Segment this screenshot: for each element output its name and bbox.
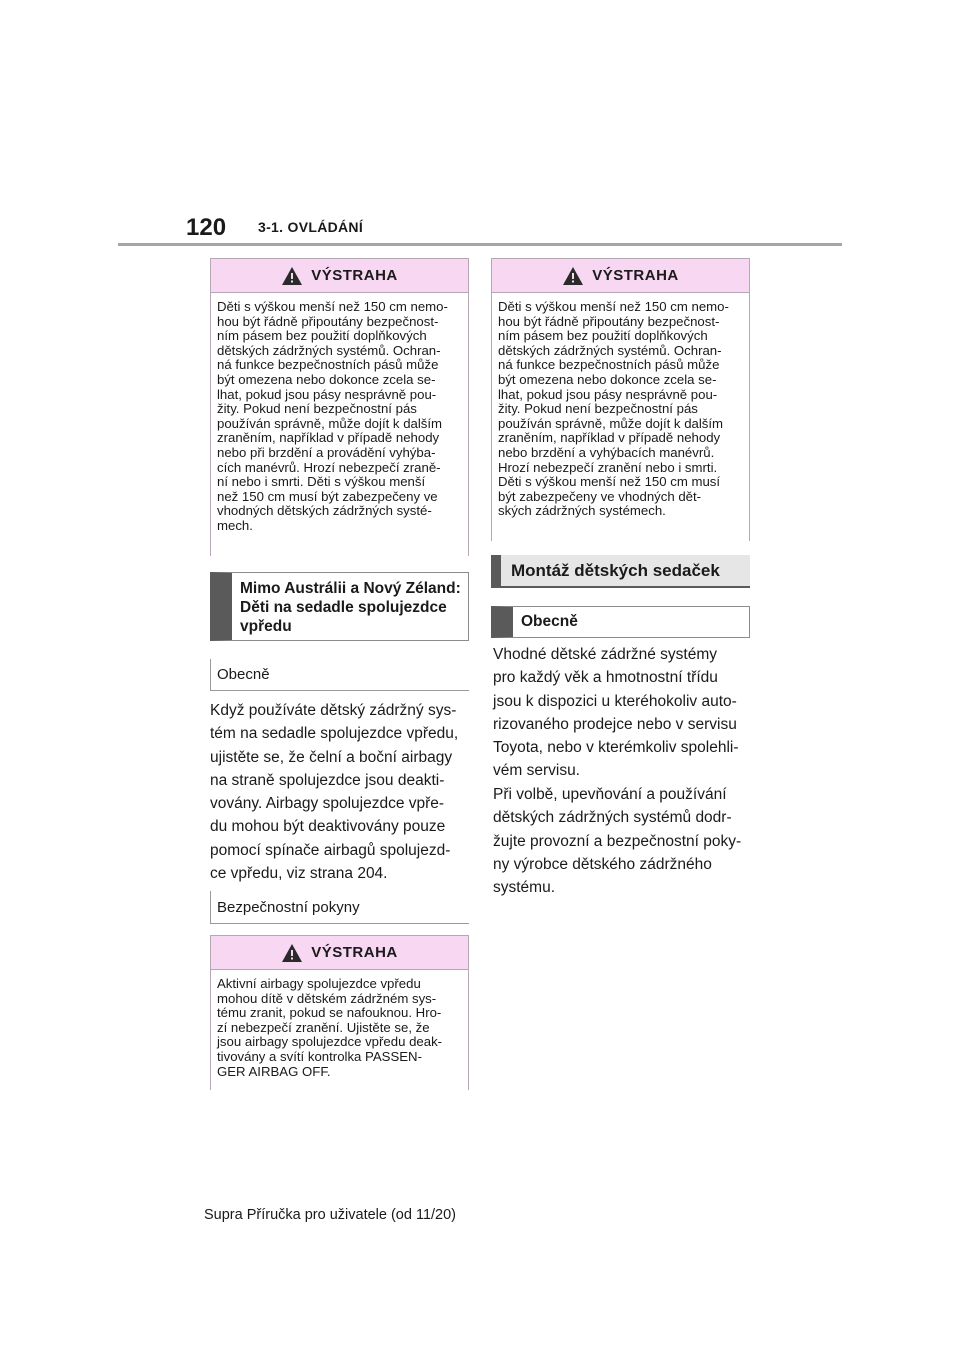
text-line: ce vpředu, viz strana 204. bbox=[210, 865, 388, 883]
text-line: GER AIRBAG OFF. bbox=[217, 1063, 331, 1079]
text-line: lhat, pokud jsou pásy nesprávně pou- bbox=[498, 386, 718, 402]
text-line: žity. Pokud není bezpečnostní pás bbox=[217, 401, 417, 417]
text-line: dětských zádržných systémů. Ochran- bbox=[498, 342, 722, 358]
text-line: Vhodné dětské zádržné systémy bbox=[493, 646, 718, 663]
text-line: Děti s výškou menší než 150 cm nemo- bbox=[217, 299, 448, 314]
text-line: používán správně, může dojít k dalším bbox=[498, 415, 724, 431]
text-line: ských zádržných systémech. bbox=[498, 503, 666, 519]
text-line: lhat, pokud jsou pásy nesprávně pou- bbox=[217, 386, 437, 402]
text-line: nebo brzdění a vyhýbacích manévrů. bbox=[498, 444, 715, 460]
main-heading-child-seats: Montáž dětských sedaček bbox=[491, 555, 750, 588]
header-divider bbox=[118, 243, 842, 246]
warning-box-seatbelt bbox=[210, 258, 469, 556]
warning-text bbox=[492, 293, 749, 548]
text-line: dětských zádržných systémů dodr- bbox=[493, 809, 732, 827]
text-line: pro každý věk a hmotnostní třídu bbox=[493, 669, 718, 687]
text-line: vpředu bbox=[240, 618, 292, 635]
warning-box-airbag bbox=[210, 935, 469, 1090]
paragraph-airbag-deactivation bbox=[210, 699, 472, 885]
text-line: ním pásem bez použití doplňkových bbox=[498, 328, 708, 344]
warning-title: VÝSTRAHA bbox=[311, 944, 398, 961]
warning-title: VÝSTRAHA bbox=[311, 267, 398, 284]
text-line: jsou airbagy spolujezdce vpředu deak- bbox=[217, 1034, 443, 1050]
section-heading-front-passenger bbox=[210, 572, 469, 641]
text-line: Děti s výškou menší než 150 cm musí bbox=[498, 474, 721, 490]
text-line: tivovány a svítí kontrolka PASSEN- bbox=[217, 1048, 422, 1064]
text-line: být omezena nebo dokonce zcela se- bbox=[217, 371, 436, 387]
text-line: Děti na sedadle spolujezdce bbox=[240, 599, 447, 616]
text-line: rizovaného prodejce nebo v servisu bbox=[493, 715, 737, 733]
text-line: mech. bbox=[217, 517, 253, 533]
text-line: Toyota, nebo v kterémkoliv spolehli- bbox=[493, 739, 739, 757]
warning-box-seatbelt-right bbox=[491, 258, 750, 541]
text-line: žity. Pokud není bezpečnostní pás bbox=[498, 401, 698, 417]
text-line: žujte provozní a bezpečnostní poky- bbox=[493, 832, 742, 850]
text-line: ujistěte se, že čelní a boční airbagy bbox=[210, 748, 453, 766]
text-line: zraněním, například v případě nehody bbox=[217, 430, 440, 446]
warning-text bbox=[211, 970, 468, 1097]
text-line: cích manévrů. Hrozí nebezpečí zraně- bbox=[217, 459, 441, 475]
chapter-title: 3-1. OVLÁDÁNÍ bbox=[258, 219, 364, 235]
paragraph-manufacturer-instructions bbox=[493, 783, 755, 899]
text-line: na straně spolujezdce jsou deakti- bbox=[210, 771, 445, 789]
text-line: ny výrobce dětského zádržného bbox=[493, 855, 712, 873]
sub-heading-general: Obecně bbox=[491, 606, 750, 638]
text-line: Když používáte dětský zádržný sys- bbox=[210, 702, 457, 719]
footer-manual-title: Supra Příručka pro uživatele (od 11/20) bbox=[204, 1207, 457, 1223]
text-line: ná funkce bezpečnostních pásů může bbox=[217, 357, 439, 373]
text-line: ná funkce bezpečnostních pásů může bbox=[498, 357, 720, 373]
text-line: být omezena nebo dokonce zcela se- bbox=[498, 371, 717, 387]
warning-triangle-icon bbox=[562, 266, 584, 286]
label-general: Obecně bbox=[210, 659, 469, 691]
text-line: být zabezpečeny ve vhodných dět- bbox=[498, 488, 702, 504]
text-line: zraněním, například v případě nehody bbox=[498, 430, 721, 446]
warning-text bbox=[211, 293, 468, 563]
text-line: systému. bbox=[493, 879, 556, 897]
text-line: du mohou být deaktivovány pouze bbox=[210, 818, 446, 836]
text-line: Aktivní airbagy spolujezdce vpředu bbox=[217, 976, 421, 991]
label-safety-instructions: Bezpečnostní pokyny bbox=[210, 891, 469, 924]
paragraph-availability bbox=[493, 643, 755, 783]
text-line: nebo při brzdění a provádění vyhýba- bbox=[217, 444, 436, 460]
warning-triangle-icon bbox=[281, 266, 303, 286]
text-line: Při volbě, upevňování a používání bbox=[493, 786, 727, 803]
text-line: dětských zádržných systémů. Ochran- bbox=[217, 342, 441, 358]
text-line: vém servisu. bbox=[493, 762, 580, 780]
text-line: pomocí spínače airbagů spolujezd- bbox=[210, 841, 451, 859]
warning-header bbox=[211, 259, 468, 293]
warning-title: VÝSTRAHA bbox=[592, 267, 679, 284]
text-line: Hrozí nebezpečí zranění nebo i smrti. bbox=[498, 459, 718, 475]
text-line: vovány. Airbagy spolujezdce vpře- bbox=[210, 795, 445, 813]
text-line: jsou k dispozici u kteréhokoliv auto- bbox=[493, 692, 737, 710]
text-line: než 150 cm musí být zabezpečeny ve bbox=[217, 488, 438, 504]
text-line: Děti s výškou menší než 150 cm nemo- bbox=[498, 299, 729, 314]
warning-header bbox=[211, 936, 468, 970]
text-line: hou být řádně připoutány bezpečnost- bbox=[498, 313, 720, 329]
text-line: tém na sedadle spolujezdce vpředu, bbox=[210, 725, 459, 743]
text-line: ní nebo i smrti. Děti s výškou menší bbox=[217, 474, 426, 490]
text-line: tému zranit, pokud se nafouknou. Hro- bbox=[217, 1005, 442, 1021]
text-line: ním pásem bez použití doplňkových bbox=[217, 328, 427, 344]
text-line: používán správně, může dojít k dalším bbox=[217, 415, 443, 431]
text-line: zí nebezpečí zranění. Ujistěte se, že bbox=[217, 1019, 430, 1035]
warning-triangle-icon bbox=[281, 943, 303, 963]
page-number: 120 bbox=[186, 214, 227, 241]
text-line: hou být řádně připoutány bezpečnost- bbox=[217, 313, 439, 329]
warning-header bbox=[492, 259, 749, 293]
text-line: vhodných dětských zádržných systé- bbox=[217, 503, 432, 519]
text-line: Mimo Austrálii a Nový Zéland: bbox=[240, 580, 461, 597]
text-line: mohou dítě v dětském zádržném sys- bbox=[217, 990, 437, 1006]
